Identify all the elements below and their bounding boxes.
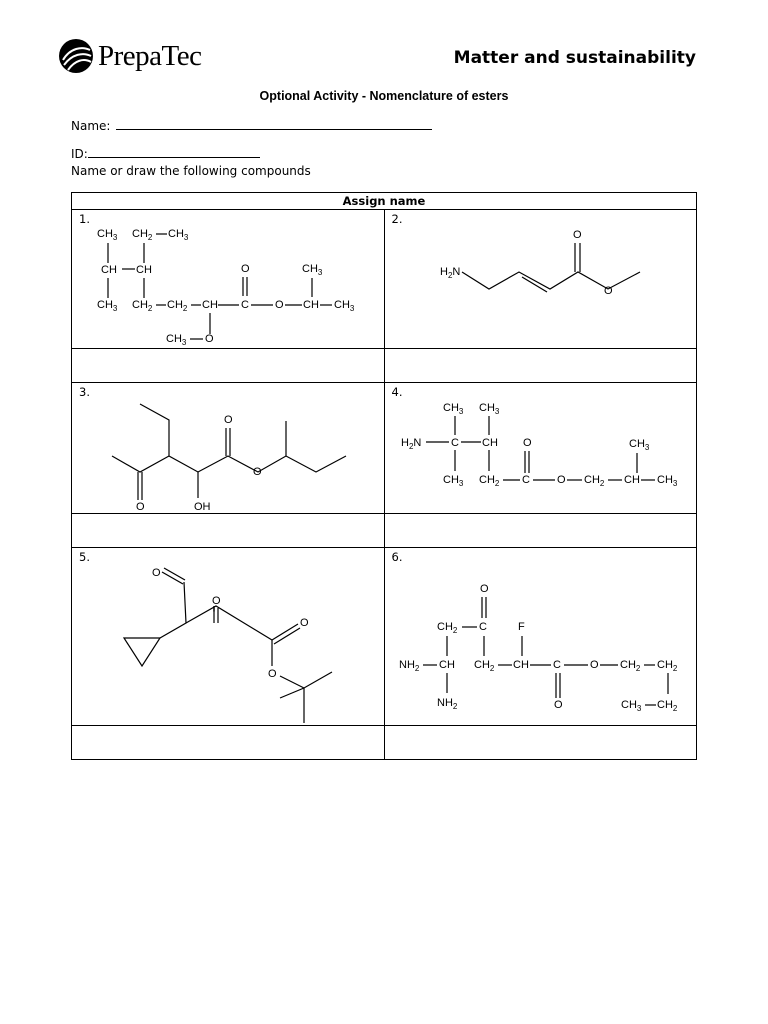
answer-cell-2[interactable] [384, 349, 697, 383]
svg-text:CH: CH [101, 264, 117, 276]
svg-text:O: O [479, 583, 489, 595]
course-title: Matter and sustainability [453, 48, 696, 68]
svg-text:CH2: $CH_2$ [619, 659, 640, 673]
svg-text:CH2: $CH_2$ [656, 659, 677, 673]
table-header: Assign name [72, 193, 697, 210]
compound-cell-6 [384, 548, 697, 726]
svg-text:O: O [603, 285, 613, 297]
svg-text:O: O [275, 299, 284, 311]
item-number: 2. [391, 212, 403, 226]
svg-text:CH: CH [481, 437, 498, 449]
svg-text:O: O [224, 414, 233, 426]
answer-cell-6[interactable] [384, 726, 697, 760]
answer-cell-4[interactable] [384, 514, 697, 548]
name-blank[interactable] [116, 119, 432, 130]
structure-3 [72, 383, 384, 514]
compound-cell-5 [72, 548, 385, 726]
svg-text:CH3: $CH_3$ [478, 402, 499, 416]
svg-text:CH3: $CH_3$ [334, 299, 355, 313]
compounds-table [71, 192, 697, 760]
svg-text:O: O [572, 229, 582, 241]
svg-text:NH2: $NH_2$ [436, 697, 457, 711]
svg-text:CH: CH [512, 659, 529, 671]
compound-cell-1 [72, 210, 385, 349]
svg-text:C: C [478, 621, 487, 633]
svg-text:CH3: $CH_3$ [442, 402, 463, 416]
svg-text:CH: CH [623, 474, 640, 486]
svg-text:CH: CH [303, 299, 319, 311]
compound-cell-3 [72, 383, 385, 514]
item-number: 5. [79, 550, 90, 564]
svg-text:C: C [241, 299, 249, 311]
answer-cell-1[interactable] [72, 349, 385, 383]
svg-text:H2N: $H_2N$ [400, 437, 421, 451]
svg-text:C: C [450, 437, 459, 449]
svg-text:O: O [300, 617, 309, 629]
svg-text:CH2: $CH_2$ [132, 228, 153, 242]
svg-text:NH2: $NH_2$ [398, 659, 419, 673]
brand-name: PrepaTec [98, 40, 202, 72]
globe-icon [58, 38, 94, 74]
svg-text:CH3: $CH_3$ [97, 299, 118, 313]
item-number: 6. [391, 550, 403, 564]
svg-text:O: O [268, 668, 277, 680]
svg-text:O: O [241, 263, 250, 275]
svg-text:CH3: $CH_3$ [656, 474, 677, 488]
svg-text:CH2: $CH_2$ [478, 474, 499, 488]
svg-text:CH2: $CH_2$ [167, 299, 188, 313]
name-label: Name: [71, 119, 111, 133]
svg-text:CH3: $CH_3$ [442, 474, 463, 488]
prepatec-logo [58, 38, 228, 78]
structure-4 [385, 383, 697, 514]
answer-cell-5[interactable] [72, 726, 385, 760]
name-field [71, 119, 432, 133]
svg-text:CH3: $CH_3$ [97, 228, 118, 242]
answer-cell-3[interactable] [72, 514, 385, 548]
svg-text:CH3: $CH_3$ [302, 263, 323, 277]
svg-text:C: C [552, 659, 561, 671]
instructions: Name or draw the following compounds [71, 164, 311, 178]
svg-text:O: O [553, 699, 563, 711]
svg-text:CH: CH [136, 264, 152, 276]
svg-text:CH3: $CH_3$ [166, 333, 187, 347]
id-blank[interactable] [88, 147, 260, 158]
structure-5 [72, 548, 384, 726]
svg-text:O: O [205, 333, 214, 345]
item-number: 4. [391, 385, 403, 399]
svg-text:O: O [212, 595, 221, 607]
svg-text:O: O [556, 474, 566, 486]
svg-text:O: O [253, 466, 262, 478]
svg-text:CH: CH [438, 659, 455, 671]
svg-text:CH3: $CH_3$ [168, 228, 189, 242]
structure-6 [385, 548, 697, 726]
svg-text:CH2: $CH_2$ [656, 699, 677, 713]
compound-cell-2 [384, 210, 697, 349]
structure-2 [385, 210, 697, 349]
item-number: 1. [79, 212, 90, 226]
svg-text:CH2: $CH_2$ [436, 621, 457, 635]
svg-text:CH2: $CH_2$ [473, 659, 494, 673]
compound-cell-4 [384, 383, 697, 514]
svg-text:H2N: $H_2N$ [439, 266, 460, 280]
id-field [71, 147, 260, 161]
svg-text:F: F [517, 621, 525, 633]
id-label: ID: [71, 147, 88, 161]
svg-text:CH2: $CH_2$ [583, 474, 604, 488]
svg-text:O: O [136, 501, 145, 513]
svg-text:C: C [521, 474, 530, 486]
svg-text:O: O [589, 659, 599, 671]
svg-text:O: O [152, 567, 161, 579]
svg-text:CH3: $CH_3$ [620, 699, 641, 713]
svg-text:OH: OH [194, 501, 211, 513]
activity-title: Optional Activity - Nomenclature of esters [259, 89, 509, 103]
svg-text:CH: CH [202, 299, 218, 311]
structure-1 [72, 210, 384, 349]
svg-text:CH2: $CH_2$ [132, 299, 153, 313]
svg-text:O: O [522, 437, 532, 449]
svg-text:CH3: $CH_3$ [628, 438, 649, 452]
item-number: 3. [79, 385, 90, 399]
